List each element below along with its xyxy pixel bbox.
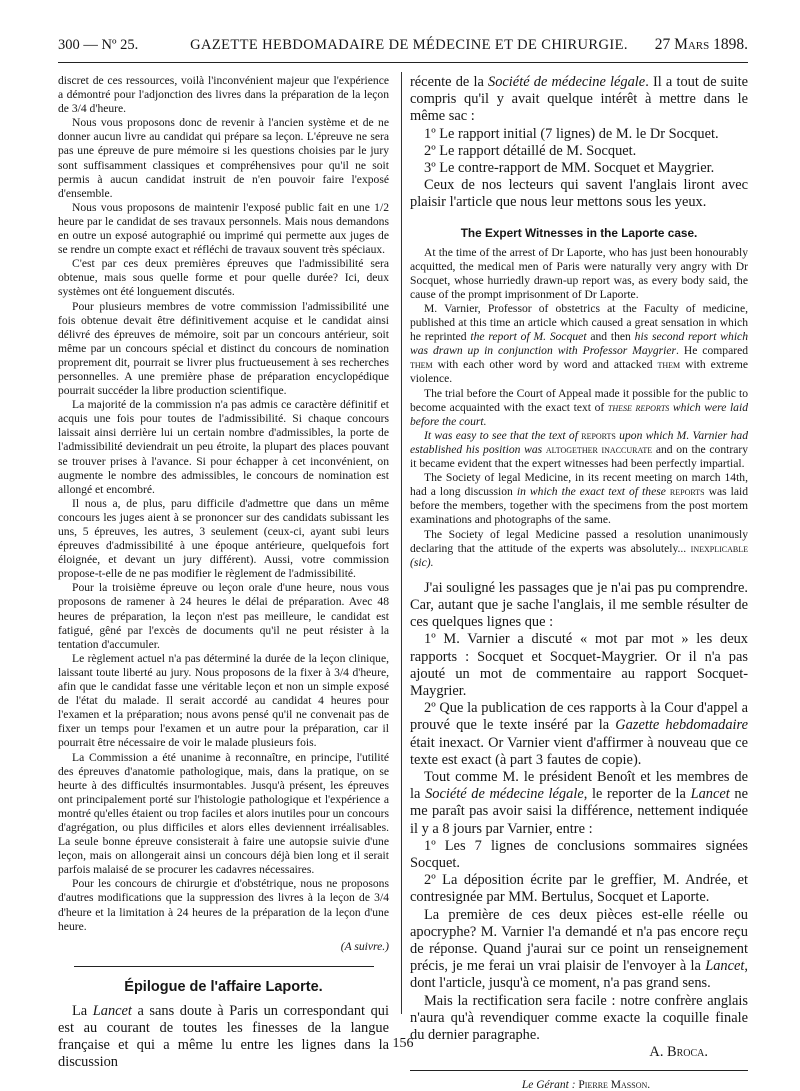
gerant-line <box>410 1079 748 1091</box>
report-paragraph: C'est par ces deux premières épreuves que l'admissibilité sera obtenue, mais sous quelle forme et pour quelle durée? Ici, deux systèmes ont été longuement discutés. <box>58 257 389 299</box>
text-run: was laid before the members, together with the specimens from the post mortem examinations and photographs of the same. <box>410 485 749 527</box>
text-run: , dont l'article, jusqu'à ce moment, n'a pas grand sens. <box>410 958 748 992</box>
running-head <box>58 34 748 56</box>
text-run: 2º Que la publication de ces rapports à la Cour d'appel a prouvé que le texte inséré par la <box>410 700 748 734</box>
text-run: The Society of legal Medicine passed a resolution unanimously declaring that the attitude of the experts was absolutely... <box>410 527 748 555</box>
text-run: Tout comme M. le président Benoît et les membres de la <box>410 769 748 803</box>
epilogue-intro <box>410 74 748 126</box>
commentary-paragraph: 1º M. Varnier a discuté « mot par mot » les deux rapports : Socquet et Socquet-Maygrier. Or il n'a pas ajouté un mot de commentaire au rapport Socquet-Maygrier. <box>410 631 748 699</box>
report-paragraph: La majorité de la commission n'a pas admis ce caractère définitif et acquis une fois pour toutes de l'admissibilité. Si chaque concours laissait ainsi derrière lui un certain nombre d'admissibles, la porte de l'admissibilité deviendrait un peu étroite, la plupart des places pouvant se trouver prises à l'avance. Si pour échapper à cet inconvénient, on augmente le nombre des admissibles, le concours de nomination est allongé et encombré. <box>58 398 389 496</box>
english-paragraph <box>410 387 748 429</box>
text-run-italic: upon which M. Varnier had established his position was <box>410 428 748 456</box>
gerant-rule <box>410 1070 748 1071</box>
text-run-smallcaps: reports <box>669 485 705 499</box>
text-run-italic: Lancet <box>705 958 745 975</box>
column-divider <box>401 72 402 1014</box>
gerant-label: Le Gérant : <box>521 1079 579 1091</box>
commentary-paragraph <box>410 769 748 838</box>
text-run-smallcaps: reports <box>581 428 616 442</box>
page-number: 300 — Nº 25. <box>58 37 139 53</box>
text-run-smallcaps: inexplicable <box>690 541 748 555</box>
date-day: 27 <box>654 36 671 53</box>
text-run-italic: Société de médecine légale <box>425 786 584 803</box>
text-run-smallcaps: altogether inaccurate <box>545 442 653 456</box>
broca-commentary <box>410 580 748 1062</box>
report-paragraph: discret de ces ressources, voilà l'inconvénient majeur que l'expérience a démontré pour l'adjonction des livres dans la préparation de la leçon de 3/4 d'heure. <box>58 74 389 116</box>
english-paragraph <box>410 528 748 570</box>
text-run: ne me paraît pas avoir saisi la différence, nettement indiquée il y a 8 jours par Varnier, entre : <box>410 786 749 837</box>
list-item: 2º Le rapport détaillé de M. Socquet. <box>424 142 637 159</box>
left-column <box>58 74 389 1072</box>
text-run: The Society of legal Medicine, in its recent meeting on march 14th, had a long discussion <box>410 471 748 499</box>
english-article <box>410 246 748 570</box>
header-rule <box>58 62 748 63</box>
section-rule <box>74 966 374 967</box>
report-paragraph: Le règlement actuel n'a pas déterminé la durée de la leçon clinique, laissant toute liberté au jury. Nous proposons de la fixer à 3/4 d'heure, afin que le candidat fasse une véritable leçon et non un simple exposé de l'état du malade. Il serait accordé au candidat 4 heures pour l'examen et la préparation; nous avons pensé qu'il ne convenait pas de fixer un temps pour l'examen et un autre pour la préparation, car il pourrait être nécessaire de voir le malade plusieurs fois. <box>58 651 389 750</box>
text-run: . He compared <box>676 344 749 358</box>
report-paragraph: Pour la troisième épreuve ou leçon orale d'une heure, nous vous proposons de ramener à 24 heures le délai de préparation. Avec 48 heures de préparation, la leçon n'est pas meilleure, le candidat est fatigué, gêné par l'excès de documents qu'il ne peut résister à la tentation d'accumuler. <box>58 581 389 651</box>
epilogue-title: Épilogue de l'affaire Laporte. <box>124 978 323 995</box>
english-paragraph: At the time of the arrest of Dr Laporte, who has just been honourably acquitted, the medical men of Paris were naturally very angry with Dr Socquet, whose hurriedly drawn-up report was, as every body said, the cause of the prompt imprisonment of Dr Laporte. <box>410 245 748 301</box>
epilogue-continued <box>410 74 748 212</box>
report-paragraph: Il nous a, de plus, paru difficile d'admettre que dans un même concours les juges aient à se prononcer sur des candidats subissant les uns, 5 épreuves, les autres, 3 seulement (ceux-ci, ayant subi leurs épreuves d'admissibilité à une époque antérieure, quelquefois fort éloignée, et devant un jury différent). Aussi, votre commission propose-t-elle de ne pas modifier le règlement de l'admissibilité. <box>58 496 389 581</box>
text-run-italic: which were laid before the court. <box>410 400 749 428</box>
report-paragraph: La Commission a été unanime à reconnaître, en principe, l'utilité des épreuves d'anatomie pathologique, mais, dans la pratique, on se heurte à des difficultés insurmontables. Jusqu'à présent, les épreuves ont principalement porté sur l'histologie pathologique et l'expérience a montré qu'elles étaient ou trop faciles et alors inutiles pour un concours d'agrégation, ou plus difficiles et alors elles deviennent irréalisables. La seule bonne épreuve consisterait à faire une autopsie suivie d'une leçon, mais on allongerait ainsi un concours déjà bien long et il serait parfois malaisé de se procurer les cadavres nécessaires. <box>58 750 389 877</box>
text-run: and then <box>586 330 635 344</box>
commentary-paragraph: 2º La déposition écrite par le greffier, M. Andrée, et contresignée par MM. Bertulus, Socquet et Laporte. <box>410 872 748 906</box>
commentary-paragraph: 1º Les 7 lignes de conclusions sommaires signées Socquet. <box>410 837 748 872</box>
to-follow: (A suivre.) <box>340 939 389 953</box>
text-run: a sans doute à Paris un correspondant qui est au courant de toutes les finesses de la langue française et qui a même lu entre les lignes dans la discussion <box>58 1002 390 1071</box>
list-item: 3º Le contre-rapport de MM. Socquet et Maygrier. <box>424 160 715 177</box>
english-paragraph <box>410 302 748 387</box>
text-run-italic: Gazette hebdomadaire <box>615 717 748 734</box>
commentary-paragraph: J'ai souligné les passages que je n'ai pas pu comprendre. Car, autant que je sache l'anglais, il me semble résulter de ces quelques lignes que : <box>410 579 748 631</box>
right-column <box>410 74 748 1091</box>
text-run: . Il a tout de suite compris qu'il y avait quelque intérêt à mettre dans le même sac : <box>410 74 748 125</box>
text-run: The trial before the Court of Appeal made it possible for the public to become acquainted with the exact text of <box>410 386 748 414</box>
text-run: récente de la <box>410 74 489 90</box>
text-run: with extreme violence. <box>410 358 748 386</box>
signature: A. Broca. <box>649 1044 708 1061</box>
english-article-title: The Expert Witnesses in the Laporte case. <box>460 225 698 240</box>
report-paragraph: Pour les concours de chirurgie et d'obstétrique, nous ne proposons d'autres modifications que la suppression des livres à la leçon de 3/4 d'heure et la limitation à 24 heures de la préparation de la leçon d'une heure. <box>58 877 389 933</box>
text-run-italic: his second report which was drawn up in conjunction with Professor Maygrier <box>410 330 748 358</box>
text-run-italic: in which the exact text of these <box>516 485 666 499</box>
text-run: était inexact. Or Varnier vient d'affirmer à nouveau que ce texte est exact (à part 3 fautes de copie). <box>410 734 748 768</box>
commentary-paragraph: Mais la rectification sera facile : notre confrère anglais n'aura qu'à revendiquer comme exacte la coquille finale du dernier paragraphe. <box>410 992 748 1044</box>
journal-title: GAZETTE HEBDOMADAIRE DE MÉDECINE ET DE CHIRURGIE. <box>190 37 628 53</box>
commentary-paragraph <box>410 907 748 993</box>
text-run-italic: the report of M. Socquet <box>470 330 587 344</box>
gerant-name: Pierre Masson. <box>578 1079 651 1091</box>
text-run-italic: Lancet <box>92 1002 132 1019</box>
report-paragraph: Nous vous proposons de maintenir l'exposé public fait en une 1/2 heure par le candidat de ses travaux personnels. Mais nous demandons en outre un exposé autographié ou imprimé qui permette aux juges de se rendre un compte exact et réfléchi de travaux souvent très spéciaux. <box>58 200 389 257</box>
text-run: M. Varnier, Professor of obstetrics at the Faculty of medicine, published at this time an article which caused a great sensation in which he reprinted <box>410 302 748 344</box>
commentary-paragraph <box>410 700 748 769</box>
text-run-italic: Société de médecine légale <box>488 74 646 90</box>
text-run-italic: It was easy to see that the text of <box>424 428 582 442</box>
text-run: La <box>72 1002 93 1019</box>
text-run: and on the contrary it became evident that the expert witnesses had been perfectly impartial. <box>410 442 748 471</box>
text-run: La première de ces deux pièces est-elle réelle ou apocryphe? M. Varnier l'a demandé et n'a pas encore reçu de réponse. Quand j'aurai sur ce point un renseignement précis, je me ferai un vrai plaisir de l'envoyer à la <box>410 906 748 975</box>
commission-report <box>58 74 389 954</box>
text-run-smallcaps: them <box>410 358 433 372</box>
journal-page <box>58 34 749 1091</box>
english-paragraph <box>410 471 748 527</box>
text-run-smallcaps: these reports <box>607 400 670 414</box>
closing-paragraph: Ceux de nos lecteurs qui savent l'anglais liront avec plaisir l'article que nous leur mettons sous les yeux. <box>410 177 748 211</box>
text-run-italic: (sic). <box>410 555 434 569</box>
folio-number: 156 <box>392 1036 414 1051</box>
text-run-smallcaps: them <box>657 358 681 372</box>
text-run: with each other word by word and attacked <box>432 358 658 372</box>
report-paragraph: Nous vous proposons donc de revenir à l'ancien système et de ne donner aucun livre au candidat qui prépare sa leçon. L'épreuve ne sera pas une épreuve de pure mémoire si les questions choisies par le jury sont suffisamment classiques et compréhensives pour qu'il ne soit permis à aucun candidat instruit de n'en pouvoir faire l'exposé d'ensemble. <box>58 116 389 200</box>
english-paragraph <box>410 429 748 471</box>
issue-date <box>655 34 748 56</box>
text-run-italic: Lancet <box>690 786 730 803</box>
text-run: , le reporter de la <box>583 786 691 803</box>
report-paragraph: Pour plusieurs membres de votre commission l'admissibilité une fois obtenue devait être définitivement acquise et le candidat ainsi délivré des épreuves de mémoire, soit par un concours antérieur, soit même par un concours spécial et distinct du concours de nomination proprement dit, pourrait se livrer plus fructueusement à ses recherches personnelles. A une première phase de préparation encyclopédique pourrait succéder la libre production scientifique. <box>58 299 389 398</box>
date-year: 1898. <box>713 36 748 53</box>
date-month: Mars <box>674 36 710 53</box>
list-item: 1º Le rapport initial (7 lignes) de M. le Dr Socquet. <box>424 125 719 142</box>
